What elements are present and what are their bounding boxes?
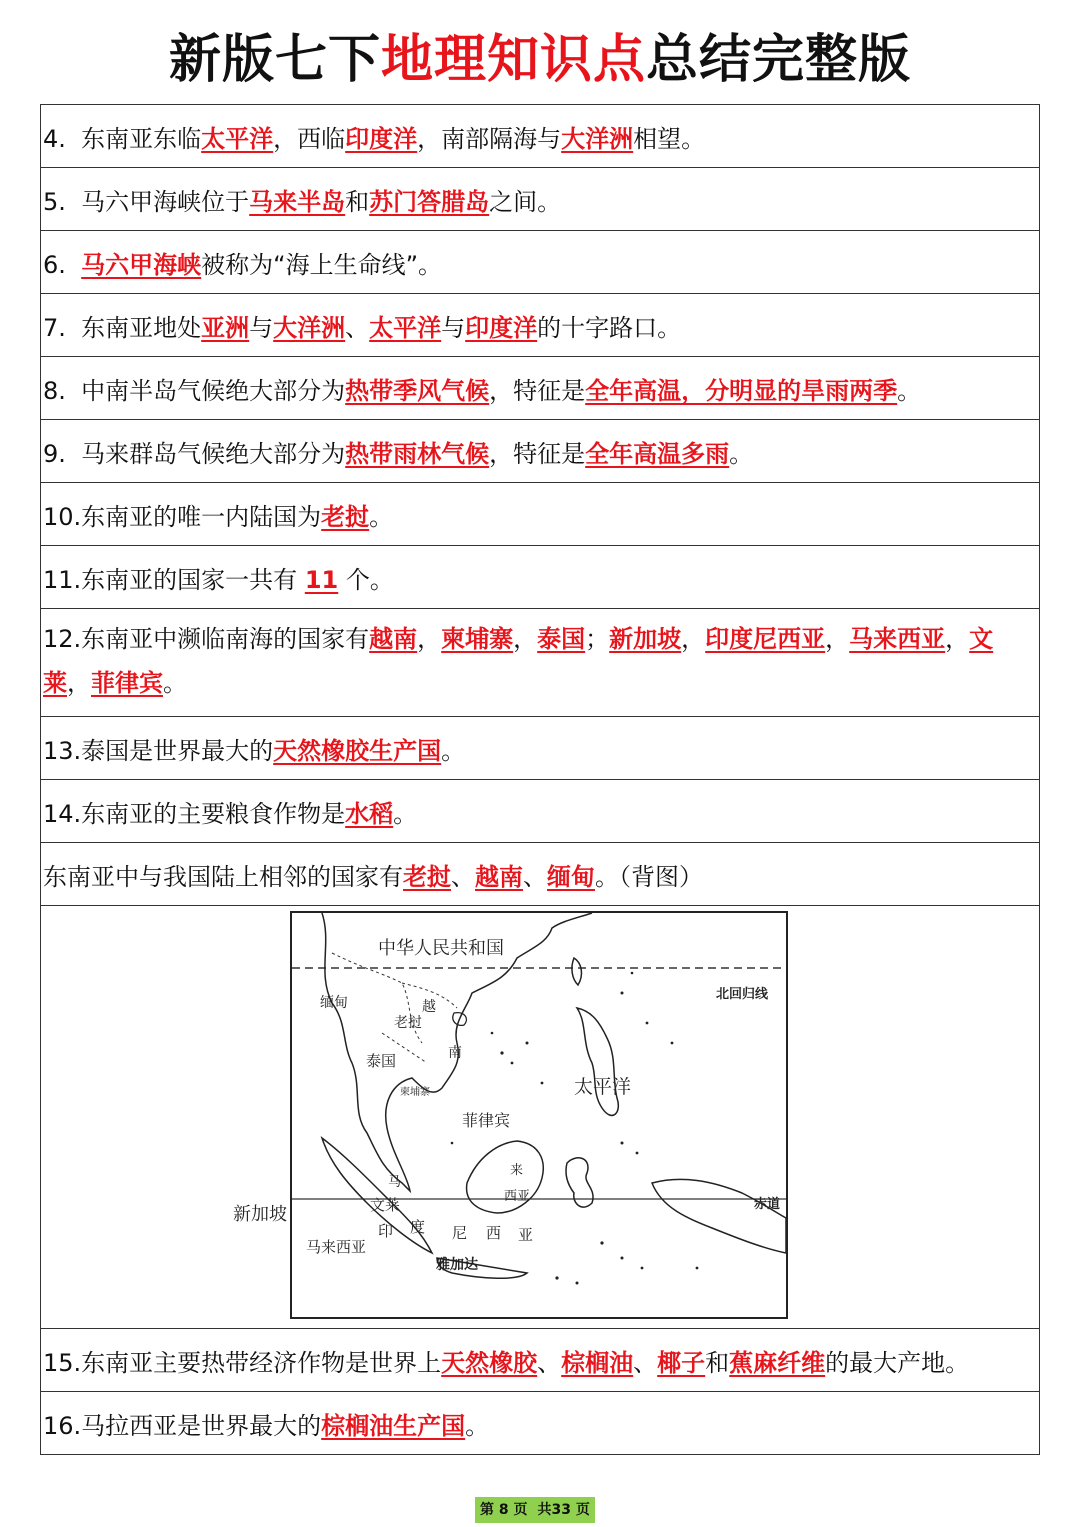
page-footer bbox=[475, 1497, 595, 1523]
answer-text: 文莱 bbox=[43, 625, 994, 697]
statement-text: ， bbox=[513, 625, 538, 653]
item-number: 5. bbox=[43, 188, 66, 216]
item-number: 12. bbox=[43, 625, 82, 653]
statement-text: 。 bbox=[369, 503, 394, 531]
statement-text: ， bbox=[681, 625, 706, 653]
statement-text: 中南半岛气候绝大部分为 bbox=[81, 377, 346, 405]
map-label-indonesia-2: 度 bbox=[410, 1218, 426, 1236]
answer-text: 柬埔寨 bbox=[441, 625, 514, 653]
statement-text: 被称为“海上生命线”。 bbox=[201, 251, 443, 279]
statement-text: 东南亚的唯一内陆国为 bbox=[81, 503, 322, 531]
statement-text: ，特征是 bbox=[489, 440, 586, 468]
page-title bbox=[0, 28, 1080, 92]
answer-text: 全年高温多雨 bbox=[585, 440, 730, 468]
rows-after-map bbox=[41, 1329, 1039, 1455]
item-number: 15. bbox=[43, 1349, 82, 1377]
rows-before-map bbox=[41, 105, 1039, 906]
statement-text: 、 bbox=[523, 863, 547, 891]
answer-text: 马来西亚 bbox=[849, 625, 946, 653]
footer-page-box: 第 8 页 bbox=[475, 1497, 533, 1523]
answer-text: 大洋洲 bbox=[273, 314, 346, 342]
answer-text: 印度尼西亚 bbox=[705, 625, 826, 653]
statement-text: 和 bbox=[345, 188, 370, 216]
item-number: 9. bbox=[43, 440, 66, 468]
knowledge-row bbox=[41, 168, 1039, 231]
answer-text: 棕榈油生产国 bbox=[321, 1412, 466, 1440]
knowledge-row bbox=[41, 1392, 1039, 1455]
statement-text: ，特征是 bbox=[489, 377, 586, 405]
footer-total-pages: 33 bbox=[551, 1502, 571, 1518]
answer-text: 印度洋 bbox=[345, 125, 418, 153]
answer-text: 天然橡胶生产国 bbox=[273, 737, 442, 765]
answer-text: 印度洋 bbox=[465, 314, 538, 342]
statement-text: ， bbox=[417, 625, 442, 653]
answer-text: 越南 bbox=[369, 625, 418, 653]
map-label-malaysia-e3: 西亚 bbox=[504, 1189, 531, 1204]
map-label-pacific: 太平洋 bbox=[574, 1076, 632, 1098]
map-label-philippines: 菲律宾 bbox=[462, 1111, 511, 1130]
answer-text: 热带季风气候 bbox=[345, 377, 490, 405]
map-label-laos: 老挝 bbox=[394, 1015, 422, 1031]
statement-text: 的十字路口。 bbox=[537, 314, 682, 342]
answer-text: 苏门答腊岛 bbox=[369, 188, 490, 216]
answer-text: 马来半岛 bbox=[249, 188, 346, 216]
answer-text: 全年高温，分明显的旱雨两季 bbox=[585, 377, 898, 405]
answer-text: 椰子 bbox=[657, 1349, 706, 1377]
title-part-1: 新版七下 bbox=[168, 30, 381, 90]
answer-text: 菲律宾 bbox=[91, 669, 163, 697]
statement-text: 个。 bbox=[338, 566, 394, 594]
map-label-vietnam-1: 越 bbox=[422, 999, 436, 1015]
footer-page-number: 8 bbox=[498, 1502, 509, 1518]
statement-text: 、 bbox=[345, 314, 370, 342]
answer-text: 大洋洲 bbox=[561, 125, 634, 153]
statement-text: 马拉西亚是世界最大的 bbox=[81, 1412, 322, 1440]
map-label-indonesia-4: 西 bbox=[486, 1224, 502, 1242]
item-number: 8. bbox=[43, 377, 66, 405]
map-label-indonesia-5: 亚 bbox=[518, 1226, 534, 1244]
map-label-malaysia: 马来西亚 bbox=[306, 1238, 367, 1256]
answer-text: 蕉麻纤维 bbox=[729, 1349, 826, 1377]
answer-text: 马六甲海峡 bbox=[81, 251, 202, 279]
title-part-3: 总结完整版 bbox=[646, 30, 912, 90]
map-drawing bbox=[292, 913, 786, 1317]
title-part-2: 地理知识点 bbox=[380, 30, 646, 90]
statement-text: 东南亚地处 bbox=[81, 314, 202, 342]
statement-text: ，西临 bbox=[273, 125, 346, 153]
map-label-myanmar: 缅甸 bbox=[320, 995, 348, 1011]
statement-text: 泰国是世界最大的 bbox=[81, 737, 274, 765]
statement-text: ， bbox=[67, 669, 91, 697]
statement-text: 。 bbox=[163, 669, 187, 697]
statement-text: 马六甲海峡位于 bbox=[81, 188, 250, 216]
map-label-equator: 赤道 bbox=[754, 1197, 781, 1212]
map-label-jakarta: 雅加达 bbox=[436, 1257, 478, 1273]
statement-text: ； bbox=[585, 625, 610, 653]
answer-text: 热带雨林气候 bbox=[345, 440, 490, 468]
statement-text: 。 bbox=[393, 800, 418, 828]
sulawesi-island bbox=[566, 1158, 593, 1207]
knowledge-row bbox=[41, 483, 1039, 546]
knowledge-row bbox=[41, 231, 1039, 294]
statement-text: 马来群岛气候绝大部分为 bbox=[81, 440, 346, 468]
answer-text: 太平洋 bbox=[369, 314, 442, 342]
answer-text: 越南 bbox=[475, 863, 523, 891]
statement-text: 与 bbox=[441, 314, 466, 342]
item-number: 11. bbox=[43, 566, 82, 594]
statement-text: 与 bbox=[249, 314, 274, 342]
answer-text: 棕榈油 bbox=[561, 1349, 634, 1377]
answer-text: 新加坡 bbox=[609, 625, 682, 653]
item-number: 14. bbox=[43, 800, 82, 828]
map-label-brunei: 文莱 bbox=[370, 1196, 401, 1214]
taiwan-island bbox=[572, 958, 582, 985]
knowledge-row bbox=[41, 780, 1039, 843]
statement-text: 之间。 bbox=[489, 188, 562, 216]
answer-text: 亚洲 bbox=[201, 314, 250, 342]
answer-text: 水稻 bbox=[345, 800, 394, 828]
statement-text: 。 bbox=[441, 737, 466, 765]
statement-text: ， bbox=[945, 625, 970, 653]
map-label-thailand: 泰国 bbox=[366, 1052, 397, 1070]
statement-text: 、 bbox=[633, 1349, 658, 1377]
map-label-indonesia-1: 印 bbox=[378, 1222, 394, 1240]
answer-text: 泰国 bbox=[537, 625, 586, 653]
answer-text: 太平洋 bbox=[201, 125, 274, 153]
knowledge-row bbox=[41, 1329, 1039, 1392]
map-label-cambodia: 柬埔寨 bbox=[400, 1087, 430, 1098]
map-label-indonesia-3: 尼 bbox=[452, 1224, 468, 1242]
statement-text: 相望。 bbox=[633, 125, 706, 153]
statement-text: 。 bbox=[465, 1412, 490, 1440]
statement-text: 东南亚中濒临南海的国家有 bbox=[81, 625, 370, 653]
map-label-malaysia-e2: 来 bbox=[510, 1163, 524, 1178]
map-row bbox=[41, 906, 1039, 1329]
knowledge-row bbox=[41, 294, 1039, 357]
statement-text: 东南亚的主要粮食作物是 bbox=[81, 800, 346, 828]
statement-text: 、 bbox=[451, 863, 475, 891]
southeast-asia-map bbox=[290, 911, 788, 1319]
answer-text: 11 bbox=[304, 566, 339, 594]
answer-text: 老挝 bbox=[321, 503, 370, 531]
item-number: 6. bbox=[43, 251, 66, 279]
statement-text: 东南亚的国家一共有 bbox=[81, 566, 305, 594]
statement-text: ， bbox=[825, 625, 850, 653]
statement-text: 和 bbox=[705, 1349, 730, 1377]
map-label-malaysia-e1: 马 bbox=[388, 1175, 402, 1190]
answer-text: 天然橡胶 bbox=[441, 1349, 538, 1377]
statement-text: 东南亚东临 bbox=[81, 125, 202, 153]
knowledge-row bbox=[41, 717, 1039, 780]
knowledge-table bbox=[40, 104, 1040, 1455]
statement-text: 。 bbox=[897, 377, 922, 405]
item-number: 10. bbox=[43, 503, 82, 531]
statement-text: ，南部隔海与 bbox=[417, 125, 562, 153]
knowledge-row bbox=[41, 357, 1039, 420]
item-number: 16. bbox=[43, 1412, 82, 1440]
statement-text: 。（背图） bbox=[595, 863, 703, 891]
item-number: 4. bbox=[43, 125, 66, 153]
statement-text: 东南亚主要热带经济作物是世界上 bbox=[81, 1349, 442, 1377]
statement-text: 东南亚中与我国陆上相邻的国家有 bbox=[43, 863, 403, 891]
answer-text: 老挝 bbox=[403, 863, 451, 891]
map-label-vietnam-2: 南 bbox=[448, 1045, 462, 1061]
knowledge-row bbox=[41, 420, 1039, 483]
knowledge-row bbox=[41, 105, 1039, 168]
map-label-singapore: 新加坡 bbox=[233, 1204, 287, 1225]
knowledge-row bbox=[41, 546, 1039, 609]
knowledge-row bbox=[41, 609, 1039, 717]
item-number: 7. bbox=[43, 314, 66, 342]
knowledge-row bbox=[41, 843, 1039, 906]
footer-total-box: 共33 页 bbox=[533, 1497, 595, 1523]
statement-text: 、 bbox=[537, 1349, 562, 1377]
map-label-tropic: 北回归线 bbox=[716, 987, 769, 1002]
answer-text: 缅甸 bbox=[547, 863, 595, 891]
map-label-china: 中华人民共和国 bbox=[378, 938, 504, 959]
statement-text: 的最大产地。 bbox=[825, 1349, 970, 1377]
statement-text: 。 bbox=[729, 440, 754, 468]
item-number: 13. bbox=[43, 737, 82, 765]
